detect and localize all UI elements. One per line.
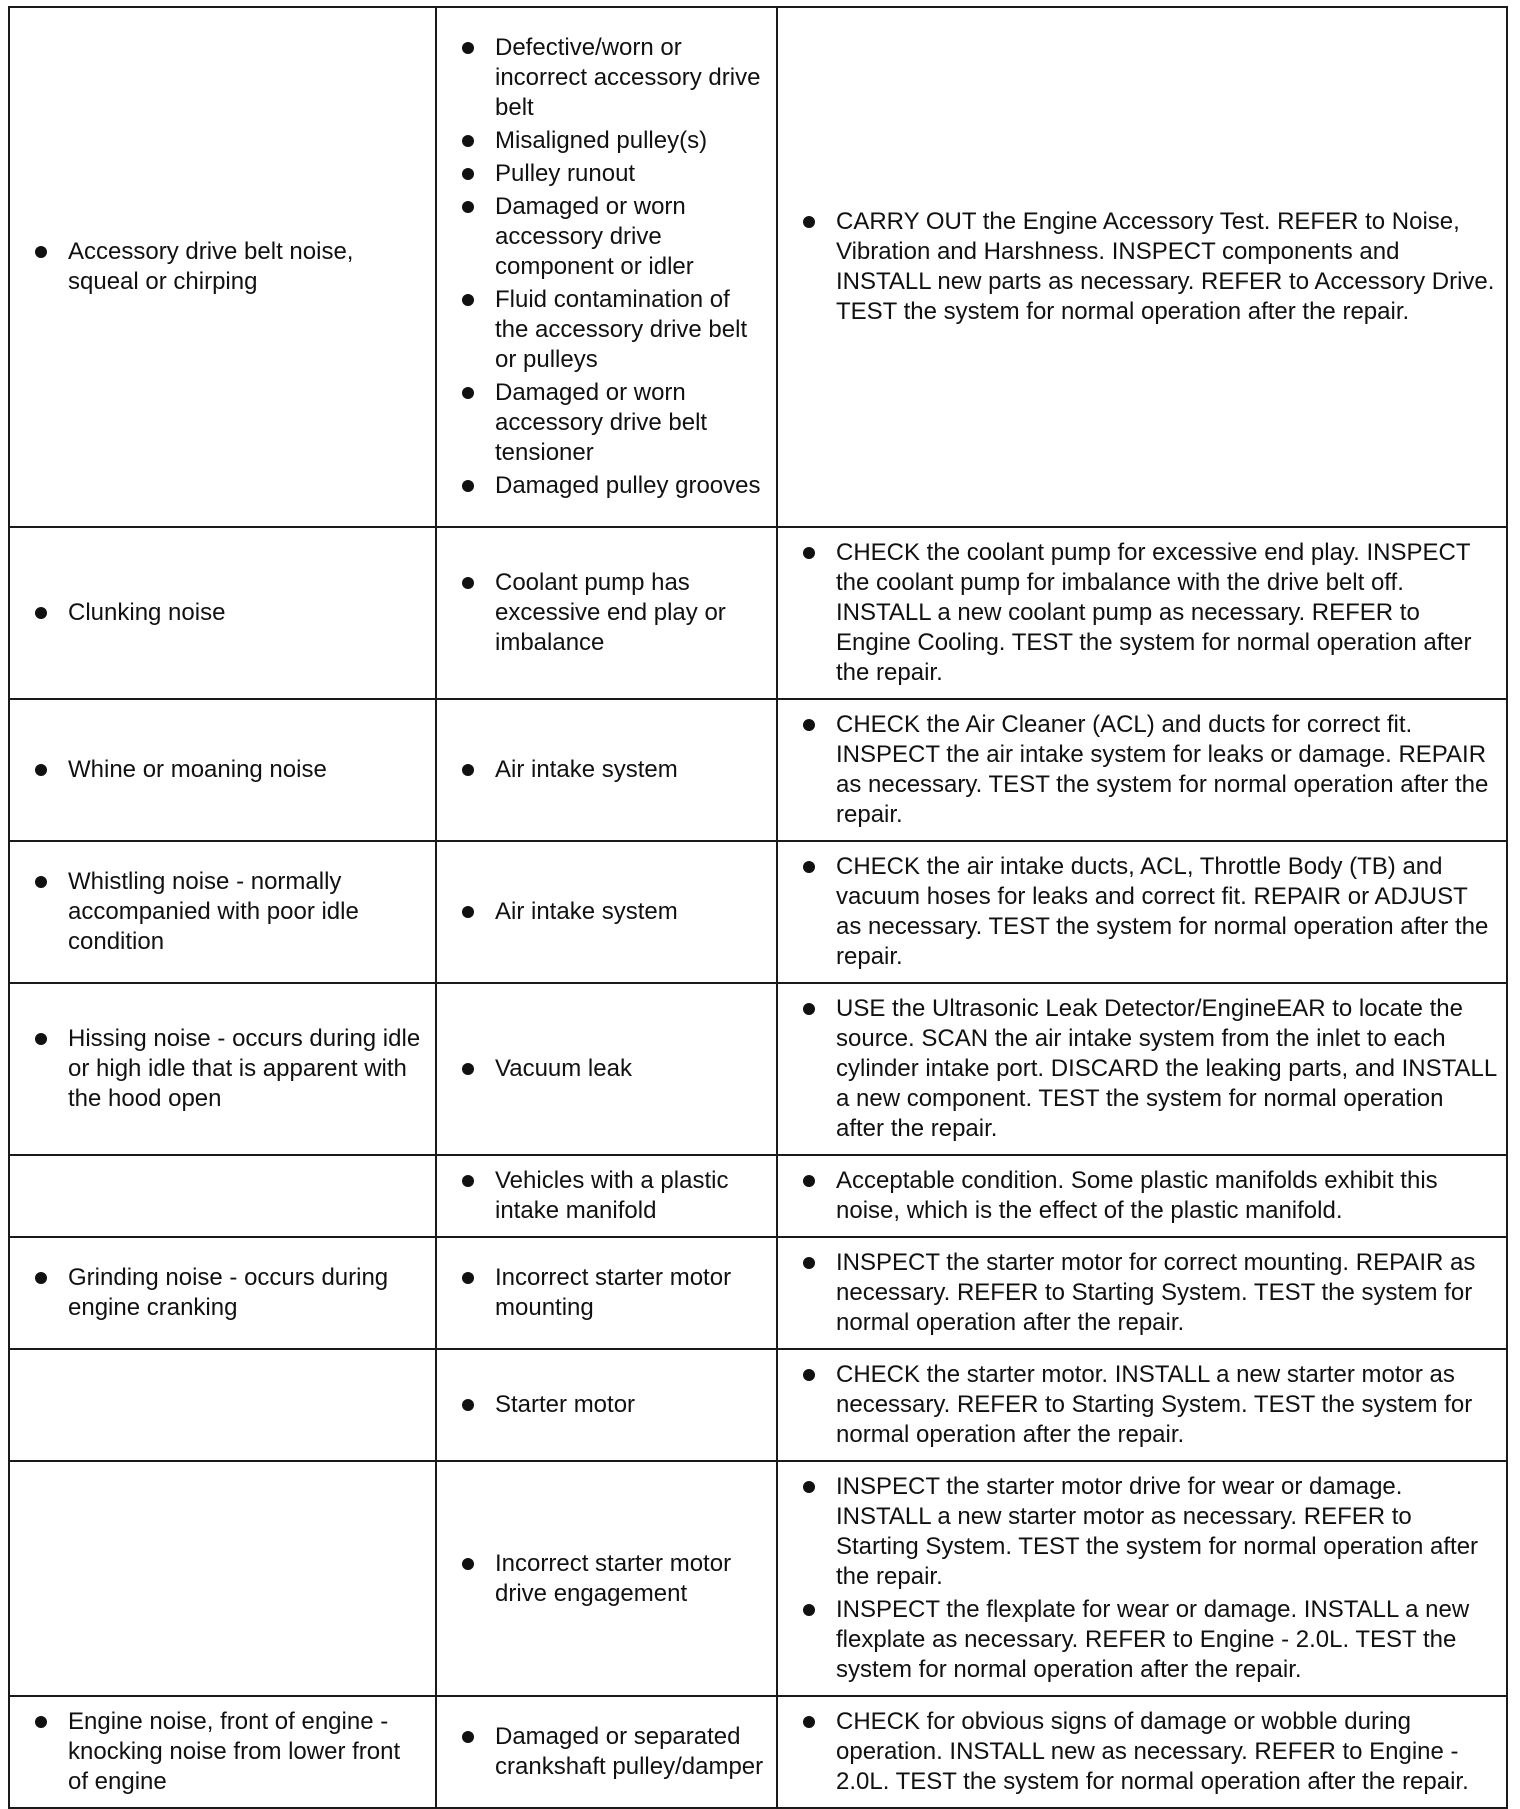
cause-item: Pulley runout — [459, 159, 766, 189]
condition-list — [32, 237, 425, 297]
cause-item: Damaged or separated crankshaft pulley/damper — [459, 1722, 766, 1782]
action-list — [800, 994, 1498, 1144]
action-list — [800, 538, 1498, 688]
cause-item: Damaged pulley grooves — [459, 471, 766, 501]
table-row — [9, 527, 1507, 699]
condition-cell — [9, 841, 436, 983]
condition-list — [32, 1024, 425, 1114]
condition-item: Grinding noise - occurs during engine cranking — [32, 1263, 425, 1323]
cause-cell — [436, 1696, 777, 1808]
action-cell — [777, 1155, 1507, 1237]
action-list — [800, 207, 1498, 327]
action-list — [800, 1248, 1498, 1338]
cause-cell — [436, 1237, 777, 1349]
action-list — [800, 1360, 1498, 1450]
table-row — [9, 7, 1507, 527]
action-item: CARRY OUT the Engine Accessory Test. REFER to Noise, Vibration and Harshness. INSPECT components and INSTALL new parts as necessary. REFER to Accessory Drive. TEST the system for normal operation after the repair. — [800, 207, 1498, 327]
cause-item: Vacuum leak — [459, 1054, 766, 1084]
cause-list — [459, 1263, 766, 1323]
cause-item: Air intake system — [459, 755, 766, 785]
condition-item: Engine noise, front of engine - knocking noise from lower front of engine — [32, 1707, 425, 1797]
condition-item: Whine or moaning noise — [32, 755, 425, 785]
cause-cell — [436, 699, 777, 841]
cause-item: Coolant pump has excessive end play or imbalance — [459, 568, 766, 658]
action-cell — [777, 699, 1507, 841]
condition-item: Clunking noise — [32, 598, 425, 628]
action-item: CHECK the coolant pump for excessive end play. INSPECT the coolant pump for imbalance with the drive belt off. INSTALL a new coolant pump as necessary. REFER to Engine Cooling. TEST the system for normal operation after the repair. — [800, 538, 1498, 688]
diagnostic-table-body — [9, 7, 1507, 1808]
cause-item: Starter motor — [459, 1390, 766, 1420]
action-item: CHECK the Air Cleaner (ACL) and ducts for correct fit. INSPECT the air intake system for leaks or damage. REPAIR as necessary. TEST the system for normal operation after the repair. — [800, 710, 1498, 830]
cause-list — [459, 755, 766, 785]
cause-list — [459, 1722, 766, 1782]
action-item: CHECK for obvious signs of damage or wobble during operation. INSTALL new as necessary. REFER to Engine - 2.0L. TEST the system for normal operation after the repair. — [800, 1707, 1498, 1797]
cause-item: Defective/worn or incorrect accessory drive belt — [459, 33, 766, 123]
condition-cell — [9, 527, 436, 699]
action-list — [800, 1166, 1498, 1226]
condition-cell — [9, 1696, 436, 1808]
action-cell — [777, 7, 1507, 527]
cause-item: Incorrect starter motor drive engagement — [459, 1549, 766, 1609]
action-list — [800, 1707, 1498, 1797]
action-cell — [777, 1461, 1507, 1696]
cause-item: Damaged or worn accessory drive component or idler — [459, 192, 766, 282]
action-cell — [777, 1237, 1507, 1349]
cause-item: Fluid contamination of the accessory drive belt or pulleys — [459, 285, 766, 375]
cause-list — [459, 1390, 766, 1420]
cause-list — [459, 568, 766, 658]
condition-cell — [9, 1349, 436, 1461]
action-list — [800, 1472, 1498, 1685]
condition-item: Hissing noise - occurs during idle or high idle that is apparent with the hood open — [32, 1024, 425, 1114]
cause-cell — [436, 527, 777, 699]
action-cell — [777, 1349, 1507, 1461]
cause-cell — [436, 7, 777, 527]
condition-item: Accessory drive belt noise, squeal or chirping — [32, 237, 425, 297]
cause-item: Vehicles with a plastic intake manifold — [459, 1166, 766, 1226]
action-item: INSPECT the flexplate for wear or damage. INSTALL a new flexplate as necessary. REFER to Engine - 2.0L. TEST the system for normal operation after the repair. — [800, 1595, 1498, 1685]
action-item: USE the Ultrasonic Leak Detector/EngineEAR to locate the source. SCAN the air intake system from the inlet to each cylinder intake port. DISCARD the leaking parts, and INSTALL a new component. TEST the system for normal operation after the repair. — [800, 994, 1498, 1144]
condition-list — [32, 867, 425, 957]
action-item: INSPECT the starter motor drive for wear or damage. INSTALL a new starter motor as necessary. REFER to Starting System. TEST the system for normal operation after the repair. — [800, 1472, 1498, 1592]
condition-list — [32, 1263, 425, 1323]
table-row — [9, 1349, 1507, 1461]
cause-list — [459, 1054, 766, 1084]
cause-cell — [436, 983, 777, 1155]
action-cell — [777, 983, 1507, 1155]
table-row — [9, 983, 1507, 1155]
table-row — [9, 841, 1507, 983]
action-cell — [777, 527, 1507, 699]
action-item: CHECK the starter motor. INSTALL a new starter motor as necessary. REFER to Starting System. TEST the system for normal operation after the repair. — [800, 1360, 1498, 1450]
action-cell — [777, 841, 1507, 983]
table-row — [9, 1461, 1507, 1696]
condition-cell — [9, 1461, 436, 1696]
condition-list — [32, 755, 425, 785]
action-cell — [777, 1696, 1507, 1808]
cause-cell — [436, 1349, 777, 1461]
cause-cell — [436, 841, 777, 983]
action-item: Acceptable condition. Some plastic manifolds exhibit this noise, which is the effect of the plastic manifold. — [800, 1166, 1498, 1226]
cause-cell — [436, 1461, 777, 1696]
action-list — [800, 710, 1498, 830]
table-row — [9, 1155, 1507, 1237]
cause-cell — [436, 1155, 777, 1237]
action-item: INSPECT the starter motor for correct mounting. REPAIR as necessary. REFER to Starting System. TEST the system for normal operation after the repair. — [800, 1248, 1498, 1338]
condition-list — [32, 598, 425, 628]
cause-item: Air intake system — [459, 897, 766, 927]
condition-cell — [9, 1237, 436, 1349]
cause-list — [459, 1166, 766, 1226]
condition-cell — [9, 983, 436, 1155]
table-row — [9, 1237, 1507, 1349]
condition-item: Whistling noise - normally accompanied with poor idle condition — [32, 867, 425, 957]
action-item: CHECK the air intake ducts, ACL, Throttle Body (TB) and vacuum hoses for leaks and correct fit. REPAIR or ADJUST as necessary. TEST the system for normal operation after the repair. — [800, 852, 1498, 972]
condition-cell — [9, 7, 436, 527]
condition-cell — [9, 699, 436, 841]
cause-list — [459, 897, 766, 927]
cause-item: Damaged or worn accessory drive belt tensioner — [459, 378, 766, 468]
condition-list — [32, 1707, 425, 1797]
action-list — [800, 852, 1498, 972]
table-row — [9, 1696, 1507, 1808]
cause-list — [459, 1549, 766, 1609]
condition-cell — [9, 1155, 436, 1237]
cause-list — [459, 33, 766, 501]
cause-item: Incorrect starter motor mounting — [459, 1263, 766, 1323]
table-row — [9, 699, 1507, 841]
cause-item: Misaligned pulley(s) — [459, 126, 766, 156]
diagnostic-table — [8, 6, 1508, 1809]
